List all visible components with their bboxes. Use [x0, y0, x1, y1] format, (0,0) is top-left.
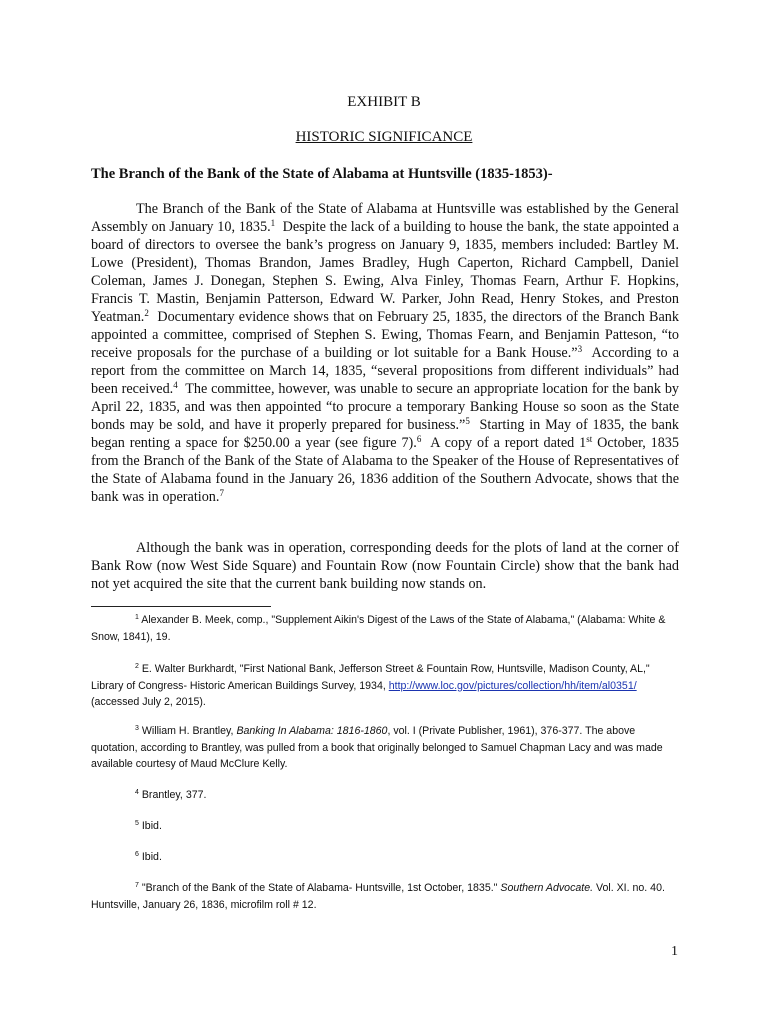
footnote-text: William H. Brantley, [141, 725, 234, 737]
footnote-number: 2 [135, 663, 139, 670]
body-paragraph-2 [91, 539, 679, 593]
footnote-ref[interactable]: 2 [144, 308, 149, 318]
sentence: Starting in May of 1835, the bank began renting a space for $250.00 a year (see figure 7). [91, 417, 680, 451]
footnote-ref[interactable]: 7 [219, 488, 224, 498]
footnote-text: Ibid. [141, 820, 162, 832]
footnote-7 [91, 880, 681, 913]
footnote-text: E. Walter Burkhardt, "First National Bank, Jefferson Street & Fountain Row, Huntsville, Madison County, AL," Library of Congress- Historic American Buildings Survey, 1934, [91, 663, 650, 692]
newspaper-title: Southern Advocate. [500, 882, 594, 894]
footnote-1 [91, 612, 681, 645]
footnote-text: Ibid. [141, 851, 162, 863]
body-paragraph-1 [91, 200, 679, 506]
footnote-number: 6 [135, 851, 139, 858]
footnote-number: 3 [135, 725, 139, 732]
sentence: A copy of a report dated 1 [430, 435, 587, 451]
footnote-ref[interactable]: 3 [577, 344, 583, 354]
footnote-text: (accessed July 2, 2015). [91, 696, 206, 708]
footnote-6 [91, 849, 681, 866]
sentence: According to a report from the committee on March 14, 1835, “several propositions from different individuals” had been received. [91, 345, 680, 397]
footnote-text: Alexander B. Meek, comp., "Supplement Aikin's Digest of the Laws of the State of Alabama," (Alabama: White & Snow, 1841), 19. [91, 614, 666, 643]
footnote-3 [91, 723, 681, 773]
section-heading: The Branch of the Bank of the State of Alabama at Huntsville (1835-1853)- [91, 166, 553, 182]
loc-link[interactable]: http://www.loc.gov/pictures/collection/hh/item/al0351/ [388, 679, 637, 692]
footnote-number: 4 [135, 789, 139, 796]
page-number: 1 [671, 944, 678, 959]
ordinal-suffix: st [586, 434, 593, 444]
footnote-number: 5 [135, 820, 139, 827]
footnote-text: Brantley, 377. [141, 789, 207, 801]
sentence: October, 1835 from the Branch of the Bank of the State of Alabama to the Speaker of the House of Representatives of the State of Alabama found in the January 26, 1836 addition of the Southern Advocate, shows that the bank was in operation. [91, 435, 679, 505]
footnote-text: , vol. I (Private Publisher, 1961), 376-377. The above quotation, according to Brantley, was pulled from a book that originally belonged to Samuel Chapman Lacy and was made available courtesy of Maud McClure Kelly. [91, 725, 663, 770]
footnote-text: Vol. XI. no. 40. Huntsville, January 26, 1836, microfilm roll # 12. [91, 882, 665, 911]
paragraph-text: Although the bank was in operation, corresponding deeds for the plots of land at the corner of Bank Row (now West Side Square) and Fountain Row (now Fountain Circle) show that the bank had not yet acquired the site that the current bank building now stands on. [91, 540, 679, 592]
footnote-number: 1 [135, 614, 139, 621]
footnote-ref[interactable]: 4 [173, 380, 178, 390]
footnote-text: "Branch of the Bank of the State of Alabama- Huntsville, 1st October, 1835." [141, 882, 498, 894]
footnote-ref[interactable]: 5 [465, 416, 470, 426]
section-title-text: HISTORIC SIGNIFICANCE [295, 129, 473, 145]
footnote-5 [91, 818, 681, 835]
sentence: Documentary evidence shows that on February 25, 1835, the directors of the Branch Bank appointed a committee, comprised of Stephen S. Ewing, Thomas Fearn, and Benjamin Patteson, “to receive proposals for the purchase of a building or lot suitable for a Bank House.” [91, 309, 679, 361]
exhibit-label: EXHIBIT B [347, 94, 421, 110]
footnote-number: 7 [135, 882, 139, 889]
book-title: Banking In Alabama: 1816-1860 [236, 725, 388, 737]
footnote-divider [91, 606, 271, 607]
sentence: Despite the lack of a building to house the bank, the state appointed a board of directors to oversee the bank’s progress on January 9, 1835, members included: Bartley M. Lowe (President), Thomas Brandon, James Bradley, Hugh Caperton, Richard Campbell, Daniel Coleman, James J. Donegan, Stephen S. Ewing, Alva Finley, Thomas Fearn, Arthur F. Hopkins, Francis T. Mastin, Benjamin Patterson, Edward W. Parker, John Read, Henry Stokes, and Preston Yeatman. [91, 219, 679, 325]
footnote-4 [91, 787, 681, 804]
sentence: The Branch of the Bank of the State of Alabama at Huntsville was established by the General Assembly on January 10, 1835. [91, 201, 679, 235]
sentence: The committee, however, was unable to secure an appropriate location for the bank by April 22, 1835, and was then appointed “to procure a temporary Banking House so soon as the State bonds may be sold, and have it properly prepared for business.” [91, 381, 680, 433]
footnote-2 [91, 661, 681, 711]
footnote-ref[interactable]: 1 [270, 218, 276, 228]
footnote-ref[interactable]: 6 [416, 434, 422, 444]
section-title [0, 129, 768, 146]
